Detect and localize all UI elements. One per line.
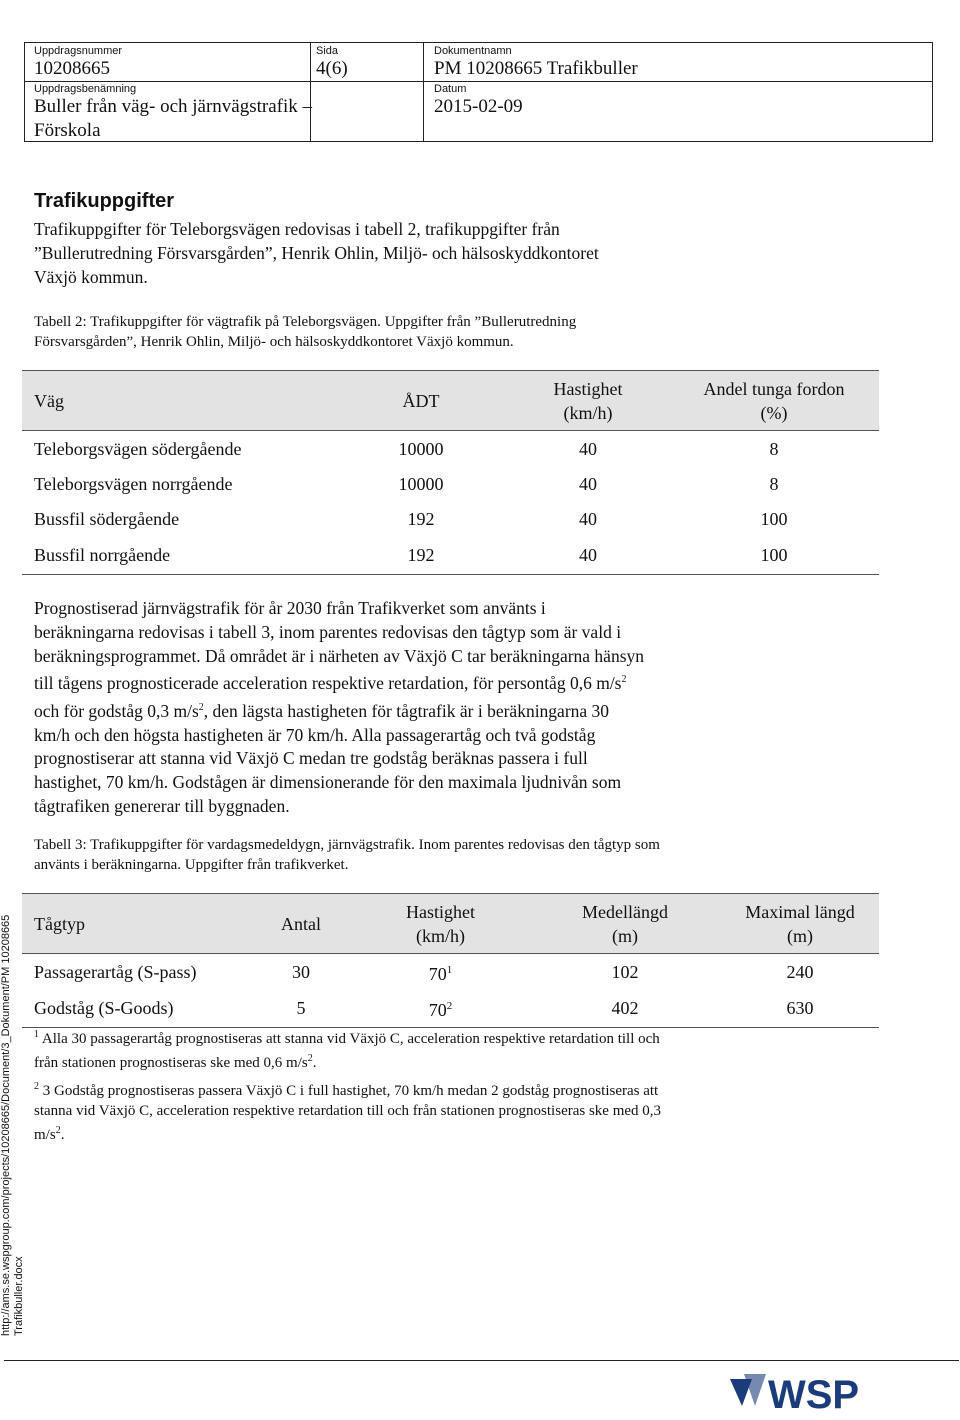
cell-tagtyp: Passagerartåg (S-pass): [34, 961, 197, 982]
footnote-line: [34, 1121, 661, 1145]
table2-header-adt: ÅDT: [335, 371, 507, 431]
footnote-2: [34, 1077, 661, 1145]
footnote-line: [34, 1049, 660, 1073]
cell-hastighet: [352, 954, 529, 990]
text: , den lägsta hastigheten för tågtrafik är i beräkningarna 30: [203, 700, 610, 721]
uppdragsbenamning-label: Uppdragsbenämning: [34, 83, 137, 95]
cell-maxlangd: 240: [786, 961, 814, 982]
table2-header-vag: Väg: [22, 371, 335, 431]
table3-header-tagtyp: Tågtyp: [22, 894, 250, 954]
rail-line: hastighet, 70 km/h. Godstågen är dimensionerande för den maximala ljudnivån som: [34, 772, 622, 793]
footnote-line: [34, 1025, 660, 1049]
cell-medellangd: 402: [611, 998, 639, 1019]
cell-vag: Bussfil södergående: [34, 509, 180, 529]
caption-line: Tabell 2: Trafikuppgifter för vägtrafik på Teleborgsvägen. Uppgifter från ”Bullerutredning: [34, 314, 577, 330]
cell-adt: 10000: [398, 474, 444, 494]
table3-caption: [34, 835, 660, 875]
cell-hastighet: [352, 990, 529, 1028]
uppdragsnummer: 10208665: [34, 58, 110, 79]
table-row: [22, 537, 879, 575]
wsp-logo: [730, 1370, 880, 1414]
cell-vag: Teleborgsvägen norrgående: [34, 474, 233, 494]
intro-paragraph: [34, 217, 599, 289]
table-row: [22, 502, 879, 537]
cell-adt: 192: [407, 509, 435, 529]
cell-antal: 30: [292, 961, 310, 982]
text: 3 Godståg prognostiseras passera Växjö C i full hastighet, 70 km/h medan 2 godståg prognostiseras att: [39, 1083, 659, 1099]
cell-andel: 100: [760, 509, 788, 529]
text: 70: [428, 1000, 447, 1021]
logo-text: WSP: [768, 1373, 860, 1414]
rail-line: tågtrafiken genererar till byggnaden.: [34, 796, 290, 817]
sida-label: Sida: [316, 45, 339, 57]
superscript: 2: [198, 702, 204, 714]
footnote-ref: 2: [446, 1000, 453, 1013]
cell-adt: 10000: [398, 438, 444, 459]
table3-header-medellangd: [529, 894, 721, 954]
header-line: (m): [612, 925, 638, 946]
cell-tagtyp: Godståg (S-Goods): [34, 998, 174, 1019]
table-row: [22, 431, 879, 467]
table3: [22, 893, 879, 1028]
header-line: Maximal längd: [745, 901, 855, 922]
caption-line: Försvarsgården”, Henrik Ohlin, Miljö- och hälsoskyddkontoret Växjö kommun.: [34, 334, 514, 350]
table-row: [22, 467, 879, 502]
rail-line: km/h och den högsta hastigheten är 70 km/h. Alla passagerartåg och två godståg: [34, 724, 596, 745]
header-line: (km/h): [416, 925, 465, 946]
text: från stationen prognostiseras ske med 0,6 m/s: [34, 1055, 308, 1071]
footnote-line: stanna vid Växjö C, acceleration respektive retardation till och från stationen prognostiseras ske med 0,3: [34, 1103, 662, 1119]
cell-hastighet: 40: [579, 545, 597, 566]
cell-hastighet: 40: [579, 509, 597, 529]
table3-header-hastighet: [352, 894, 529, 954]
table3-header-antal: Antal: [250, 894, 352, 954]
header-line: (km/h): [563, 402, 613, 423]
document-path: [0, 896, 26, 1336]
table2-header-andel: [669, 371, 879, 431]
table2-caption: [34, 312, 576, 352]
superscript: 2: [307, 1053, 313, 1064]
text: m/s: [34, 1127, 56, 1143]
cell-andel: 8: [769, 438, 779, 459]
footnote-number: 1: [34, 1029, 39, 1040]
table2: [22, 370, 879, 575]
header-line: Medellängd: [582, 901, 668, 922]
intro-line: ”Bullerutredning Försvarsgården”, Henrik Ohlin, Miljö- och hälsoskyddkontoret: [34, 243, 599, 263]
text: .: [60, 1127, 65, 1143]
cell-hastighet: 40: [579, 438, 597, 459]
table-row: [22, 990, 879, 1028]
footnote-number: 2: [34, 1081, 39, 1092]
caption-line: Tabell 3: Trafikuppgifter för vardagsmedeldygn, järnvägstrafik. Inom parentes redovisas den tågtyp som: [34, 837, 660, 853]
cell-andel: 100: [760, 545, 788, 566]
text: Alla 30 passagerartåg prognostiseras att stanna vid Växjö C, acceleration respektive retardation till och: [39, 1031, 660, 1047]
footnote-ref: 1: [446, 963, 453, 976]
superscript: 2: [621, 674, 627, 686]
uppdragsbenamning-line2: Förskola: [34, 120, 101, 141]
rail-paragraph: [34, 597, 644, 819]
uppdragsnummer-label: Uppdragsnummer: [34, 45, 123, 57]
table3-header-maxlangd: [721, 894, 879, 954]
rail-line: prognostiserar att stanna vid Växjö C medan tre godståg beräknas passera i full: [34, 748, 588, 769]
header-line: (%): [760, 402, 788, 423]
header-line: Hastighet: [553, 378, 623, 399]
rail-line: Prognostiserad järnvägstrafik för år 2030 från Trafikverket som använts i: [34, 598, 546, 618]
header-line: Andel tunga fordon: [703, 378, 845, 399]
cell-adt: 192: [407, 545, 435, 566]
path-line: Trafikbuller.docx: [13, 1256, 25, 1336]
cell-medellangd: 102: [611, 961, 639, 982]
sida: 4(6): [316, 58, 348, 79]
superscript: 2: [55, 1125, 61, 1136]
text: till tågens prognosticerade acceleration respektive retardation, för persontåg 0,6 m/s: [34, 673, 622, 694]
footnote-1: [34, 1025, 660, 1073]
dokumentnamn: PM 10208665 Trafikbuller: [434, 58, 638, 79]
rail-line: [34, 668, 644, 696]
datum: 2015-02-09: [434, 96, 523, 117]
intro-line: Växjö kommun.: [34, 267, 148, 287]
footnote-line: [34, 1077, 661, 1101]
cell-antal: 5: [296, 998, 306, 1019]
rail-line: beräkningarna redovisas i tabell 3, inom parentes redovisas den tågtyp som är vald i: [34, 621, 622, 642]
text: .: [312, 1055, 317, 1071]
header-line: Hastighet: [406, 901, 475, 922]
rail-line: [34, 696, 644, 724]
cell-vag: Bussfil norrgående: [34, 545, 171, 566]
cell-hastighet: 40: [579, 474, 597, 494]
text: 70: [428, 963, 447, 984]
cell-andel: 8: [769, 474, 779, 494]
header-line: (m): [787, 925, 813, 946]
cell-maxlangd: 630: [786, 998, 814, 1019]
rail-line: beräkningsprogrammet. Då området är i närheten av Växjö C tar beräkningarna hänsyn: [34, 645, 645, 666]
table2-header-hastighet: [507, 371, 669, 431]
text: och för godståg 0,3 m/s: [34, 700, 199, 721]
footer-divider: [4, 1360, 959, 1361]
table-row: [22, 954, 879, 990]
caption-line: använts i beräkningarna. Uppgifter från trafikverket.: [34, 857, 349, 873]
path-line: http://ams.se.wspgroup.com/projects/10208665/Document/3_Dokument/PM 10208665: [0, 914, 12, 1336]
dokumentnamn-label: Dokumentnamn: [434, 45, 512, 57]
intro-line: Trafikuppgifter för Teleborgsvägen redovisas i tabell 2, trafikuppgifter från: [34, 219, 560, 239]
datum-label: Datum: [434, 83, 467, 95]
cell-vag: Teleborgsvägen södergående: [34, 438, 242, 459]
document-header: [24, 42, 933, 142]
uppdragsbenamning-line1: Buller från väg- och järnvägstrafik –: [34, 96, 313, 117]
section-title: Trafikuppgifter: [34, 190, 175, 212]
